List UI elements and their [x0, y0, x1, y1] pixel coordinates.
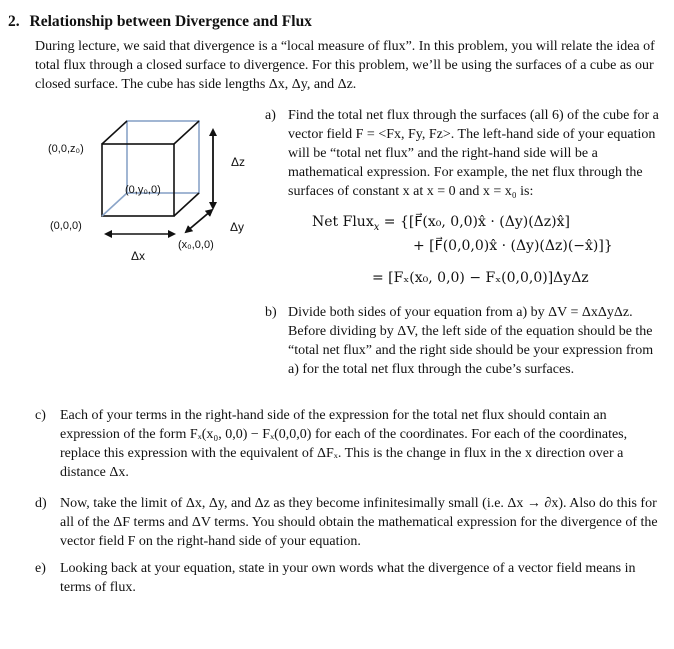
part-e-label: e) [35, 561, 46, 576]
problem-intro: During lecture, we said that divergence is a “local measure of flux”. In this problem, you will relate the idea of total flux through a closed surface to divergence. For this problem, we’ll be using the surfaces of a cube as our closed surface. The cube has side lengths Δx, Δy, and Δz. [35, 39, 655, 92]
part-e-text: Looking back at your equation, state in your own words what the divergence of a vector field means in terms of flux. [60, 561, 636, 595]
part-b-label: b) [265, 305, 277, 320]
label-y0: (0,y₀,0) [125, 184, 161, 196]
part-c-text: Each of your terms in the right-hand side of the expression for the total net flux should contain an expression of the form Fₓ(x₀, 0,0) − Fₓ(0,0,0) for each of the coordinates. For each of the coordinates, replace this expression with the equivalent of ΔFₓ. This is the change in flux in the x direction over a distance Δx. [60, 408, 628, 480]
equation-line-1 [312, 214, 570, 233]
equation-line-3: = [Fₓ(x₀, 0,0) − Fₓ(0,0,0)]ΔyΔz [372, 270, 589, 286]
equation-line-2: + [F⃗(0,0,0)x̂ · (Δy)(Δz)(−x̂)]} [413, 238, 613, 254]
problem-title: Relationship between Divergence and Flux [29, 13, 312, 30]
part-a-text: Find the total net flux through the surfaces (all 6) of the cube for a vector field F = <Fx, Fy, Fz>. The left-hand side of your equation will be “total net flux” and the right-hand side will be a mathematical expression. For example, the net flux through the surfaces of constant x at x = 0 and x = x₀ is: [288, 108, 659, 199]
equation-lhs-sub: x [373, 221, 380, 233]
cube-edge [174, 121, 199, 144]
cube-edge [174, 193, 199, 216]
cube-edge [102, 121, 127, 144]
label-x0: (x₀,0,0) [178, 239, 214, 251]
label-dx: Δx [131, 249, 146, 263]
label-top-left: (0,0,z₀) [48, 143, 84, 155]
equation-lhs: Net Flux [312, 214, 374, 230]
part-d-label: d) [35, 496, 47, 511]
part-b-text: Divide both sides of your equation from a) by ΔV = ΔxΔyΔz. Before dividing by ΔV, the left side of the equation should be the “total net flux” and the right side should be your expression from a) for the total net flux through the cube’s surfaces. [288, 305, 654, 377]
label-dy: Δy [230, 220, 245, 234]
part-d-text: Now, take the limit of Δx, Δy, and Δz as they become infinitesimally small (i.e. Δx → ∂x). Also do this for all of the ΔF terms and ΔV terms. You should obtain the mathematical expression for the divergence of the vector field F on the right-hand side of your equation. [60, 496, 658, 549]
cube-edge [102, 193, 127, 216]
label-dz: Δz [231, 155, 246, 169]
equation-rhs-1: = {[F⃗(x₀, 0,0)x̂ · (Δy)(Δz)x̂] [379, 214, 570, 230]
dy-arrow [186, 210, 212, 232]
part-c-label: c) [35, 408, 46, 423]
problem-number: 2. [8, 13, 20, 30]
label-origin: (0,0,0) [50, 220, 82, 232]
problem-heading [8, 13, 312, 31]
part-a-label: a) [265, 108, 276, 123]
